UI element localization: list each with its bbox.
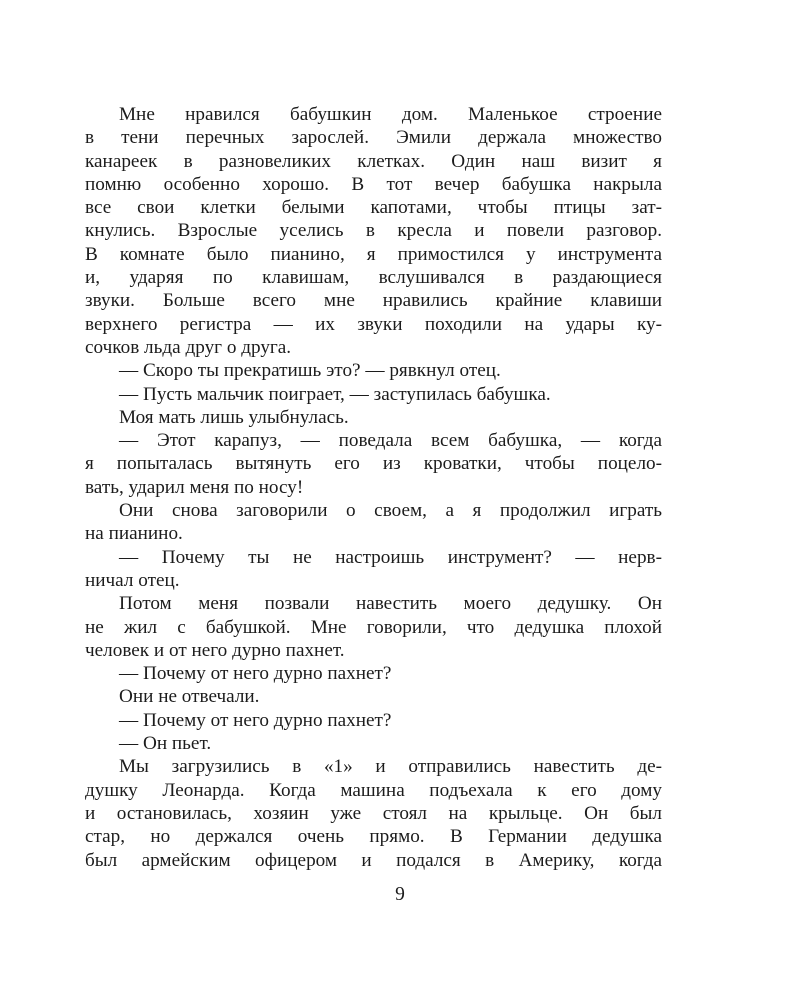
- text-line: Они не отвечали.: [119, 686, 260, 708]
- text-line: и остановилась, хозяин уже стоял на крыльце. Он был: [85, 802, 662, 824]
- text-line: и, ударяя по клавишам, вслушивался в раздающиеся: [85, 267, 662, 289]
- page-number: 9: [395, 884, 405, 905]
- text-line: Мы загрузились в «1» и отправились навестить де-: [119, 756, 662, 778]
- text-line: вать, ударил меня по носу!: [85, 476, 304, 498]
- text-line: стар, но держался очень прямо. В Германии дедушка: [85, 826, 662, 848]
- text-line: В комнате было пианино, я примостился у инструмента: [85, 243, 662, 265]
- text-line: — Почему от него дурно пахнет?: [119, 663, 392, 685]
- text-line: все свои клетки белыми капотами, чтобы птицы зат-: [85, 197, 662, 219]
- text-line: — Он пьет.: [119, 733, 212, 755]
- text-line: верхнего регистра — их звуки походили на удары ку-: [85, 313, 662, 335]
- text-line: Мне нравился бабушкин дом. Маленькое строение: [119, 104, 662, 125]
- text-line: в тени перечных зарослей. Эмили держала множество: [85, 127, 662, 149]
- text-line: — Пусть мальчик поиграет, — заступилась бабушка.: [119, 383, 551, 405]
- book-page-text: [85, 103, 662, 872]
- text-line: Потом меня позвали навестить моего дедушку. Он: [119, 593, 662, 615]
- text-line: — Этот карапуз, — поведала всем бабушка, — когда: [119, 430, 662, 452]
- text-line: — Скоро ты прекратишь это? — рявкнул отец.: [119, 360, 501, 382]
- text-line: помню особенно хорошо. В тот вечер бабушка накрыла: [85, 173, 662, 195]
- text-line: я попыталась вытянуть его из кроватки, чтобы поцело-: [85, 453, 662, 475]
- text-line: Моя мать лишь улыбнулась.: [119, 406, 349, 428]
- text-line: человек и от него дурно пахнет.: [85, 639, 345, 661]
- text-line: — Почему от него дурно пахнет?: [119, 709, 392, 731]
- text-line: — Почему ты не настроишь инструмент? — нерв-: [119, 546, 662, 568]
- text-line: на пианино.: [85, 523, 183, 545]
- text-line: был армейским офицером и подался в Америку, когда: [85, 849, 662, 871]
- text-line: кнулись. Взрослые уселись в кресла и повели разговор.: [85, 220, 662, 242]
- text-line: ничал отец.: [85, 569, 180, 591]
- text-line: Они снова заговорили о своем, а я продолжил играть: [119, 500, 662, 522]
- text-line: канареек в разновеликих клетках. Один наш визит я: [85, 150, 662, 172]
- text-line: не жил с бабушкой. Мне говорили, что дедушка плохой: [85, 616, 662, 638]
- text-line: душку Леонарда. Когда машина подъехала к его дому: [85, 779, 662, 801]
- text-line: звуки. Больше всего мне нравились крайние клавиши: [85, 290, 662, 312]
- text-line: сочков льда друг о друга.: [85, 336, 292, 358]
